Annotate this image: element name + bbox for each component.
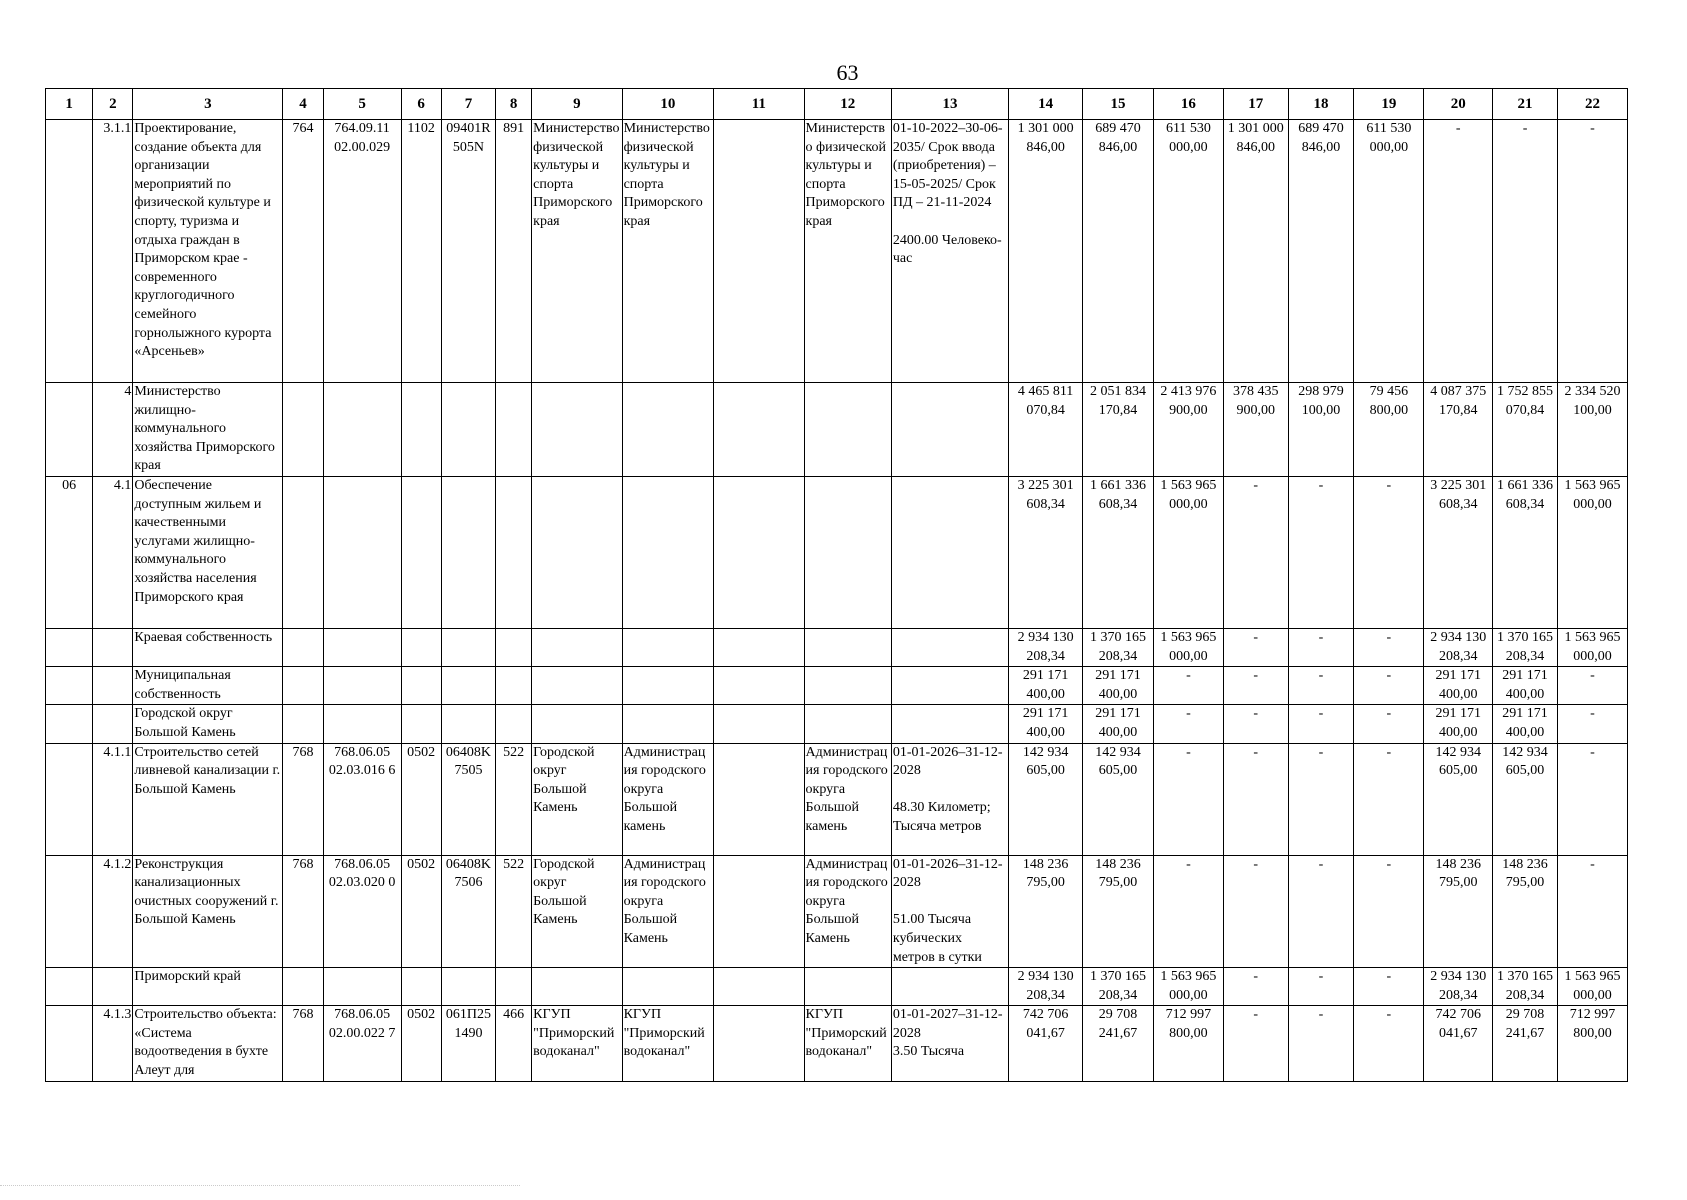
table-cell-col-11 bbox=[714, 383, 804, 477]
table-cell-col-6: 0502 bbox=[401, 743, 441, 855]
table-cell-col-5 bbox=[323, 705, 401, 743]
table-cell-col-1 bbox=[46, 120, 93, 383]
table-cell-col-8 bbox=[496, 628, 532, 666]
table-cell-col-18: - bbox=[1288, 705, 1354, 743]
table-cell-col-19: - bbox=[1354, 1006, 1424, 1082]
table-cell-col-8 bbox=[496, 667, 532, 705]
col-header-7: 7 bbox=[441, 89, 495, 120]
table-cell-col-19: 611 530 000,00 bbox=[1354, 120, 1424, 383]
table-cell-col-18: 689 470 846,00 bbox=[1288, 120, 1354, 383]
table-cell-col-21: 291 171 400,00 bbox=[1493, 705, 1558, 743]
table-cell-col-3: Строительство сетей ливневой канализации г. Большой Камень bbox=[133, 743, 283, 855]
table-cell-col-15: 1 370 165 208,34 bbox=[1083, 968, 1154, 1006]
table-cell-col-1 bbox=[46, 383, 93, 477]
col-header-20: 20 bbox=[1424, 89, 1493, 120]
table-cell-col-6 bbox=[401, 705, 441, 743]
table-cell-col-3: Министерство жилищно-коммунального хозяйства Приморского края bbox=[133, 383, 283, 477]
table-cell-col-20: 2 934 130 208,34 bbox=[1424, 968, 1493, 1006]
table-cell-col-17: - bbox=[1223, 855, 1288, 968]
table-cell-col-15: 689 470 846,00 bbox=[1083, 120, 1154, 383]
table-cell-col-12 bbox=[804, 628, 891, 666]
table-cell-col-12 bbox=[804, 476, 891, 628]
table-cell-col-19: - bbox=[1354, 743, 1424, 855]
table-cell-col-19: - bbox=[1354, 705, 1424, 743]
table-row bbox=[46, 1006, 1628, 1082]
table-cell-col-19: - bbox=[1354, 968, 1424, 1006]
table-cell-col-21: 1 370 165 208,34 bbox=[1493, 968, 1558, 1006]
table-cell-col-13 bbox=[891, 628, 1008, 666]
table-cell-col-10 bbox=[622, 705, 713, 743]
table-cell-col-4 bbox=[283, 628, 323, 666]
scan-artifact-line bbox=[0, 1185, 520, 1190]
table-cell-col-18: - bbox=[1288, 667, 1354, 705]
col-header-1: 1 bbox=[46, 89, 93, 120]
table-cell-col-9 bbox=[532, 705, 622, 743]
table-cell-col-9: Министерство физической культуры и спорта Приморского края bbox=[532, 120, 622, 383]
table-cell-col-5 bbox=[323, 383, 401, 477]
table-cell-col-22: - bbox=[1557, 743, 1627, 855]
table-cell-col-9: Городской округ Большой Камень bbox=[532, 743, 622, 855]
table-cell-col-11 bbox=[714, 1006, 804, 1082]
table-cell-col-4 bbox=[283, 968, 323, 1006]
table-cell-col-5: 768.06.05 02.03.016 6 bbox=[323, 743, 401, 855]
table-cell-col-13 bbox=[891, 476, 1008, 628]
table-row bbox=[46, 476, 1628, 628]
table-cell-col-10 bbox=[622, 667, 713, 705]
table-cell-col-7: 06408K 7506 bbox=[441, 855, 495, 968]
table-cell-col-1 bbox=[46, 855, 93, 968]
table-cell-col-19: - bbox=[1354, 628, 1424, 666]
table-cell-col-16: - bbox=[1153, 667, 1223, 705]
table-cell-col-5 bbox=[323, 667, 401, 705]
table-cell-col-6 bbox=[401, 667, 441, 705]
table-cell-col-8 bbox=[496, 705, 532, 743]
table-cell-col-14: 742 706 041,67 bbox=[1009, 1006, 1083, 1082]
table-cell-col-8: 522 bbox=[496, 855, 532, 968]
table-cell-col-14: 291 171 400,00 bbox=[1009, 667, 1083, 705]
table-cell-col-4 bbox=[283, 383, 323, 477]
table-cell-col-9 bbox=[532, 667, 622, 705]
table-cell-col-11 bbox=[714, 968, 804, 1006]
table-cell-col-2: 3.1.1 bbox=[93, 120, 133, 383]
table-cell-col-22: 1 563 965 000,00 bbox=[1557, 968, 1627, 1006]
table-cell-col-21: 29 708 241,67 bbox=[1493, 1006, 1558, 1082]
table-row bbox=[46, 120, 1628, 383]
table-row bbox=[46, 628, 1628, 666]
table-cell-col-11 bbox=[714, 628, 804, 666]
table-cell-col-21: 291 171 400,00 bbox=[1493, 667, 1558, 705]
table-cell-col-17: - bbox=[1223, 968, 1288, 1006]
table-cell-col-17: - bbox=[1223, 705, 1288, 743]
table-row bbox=[46, 383, 1628, 477]
table-cell-col-15: 148 236 795,00 bbox=[1083, 855, 1154, 968]
table-cell-col-21: 148 236 795,00 bbox=[1493, 855, 1558, 968]
table-cell-col-1 bbox=[46, 667, 93, 705]
table-cell-col-11 bbox=[714, 855, 804, 968]
table-cell-col-8: 466 bbox=[496, 1006, 532, 1082]
table-cell-col-22: - bbox=[1557, 667, 1627, 705]
table-cell-col-20: 291 171 400,00 bbox=[1424, 705, 1493, 743]
col-header-22: 22 bbox=[1557, 89, 1627, 120]
table-cell-col-18: - bbox=[1288, 743, 1354, 855]
table-cell-col-16: 1 563 965 000,00 bbox=[1153, 628, 1223, 666]
table-cell-col-2 bbox=[93, 705, 133, 743]
table-cell-col-7 bbox=[441, 968, 495, 1006]
table-cell-col-1 bbox=[46, 968, 93, 1006]
table-cell-col-3: Городской округ Большой Камень bbox=[133, 705, 283, 743]
table-cell-col-14: 291 171 400,00 bbox=[1009, 705, 1083, 743]
table-cell-col-13: 01-10-2022–30-06-2035/ Срок ввода (приобретения) – 15-05-2025/ Срок ПД – 21-11-2024 2400.00 Человеко-час bbox=[891, 120, 1008, 383]
table-cell-col-9 bbox=[532, 383, 622, 477]
table-cell-col-2: 4.1.2 bbox=[93, 855, 133, 968]
table-cell-col-3: Строительство объекта: «Система водоотведения в бухте Алеут для bbox=[133, 1006, 283, 1082]
table-cell-col-12: Министерство физической культуры и спорта Приморского края bbox=[804, 120, 891, 383]
table-cell-col-9 bbox=[532, 476, 622, 628]
table-cell-col-16: - bbox=[1153, 743, 1223, 855]
table-cell-col-8: 891 bbox=[496, 120, 532, 383]
table-cell-col-20: 742 706 041,67 bbox=[1424, 1006, 1493, 1082]
table-cell-col-11 bbox=[714, 667, 804, 705]
table-cell-col-4: 768 bbox=[283, 855, 323, 968]
table-cell-col-7 bbox=[441, 383, 495, 477]
table-cell-col-16: 2 413 976 900,00 bbox=[1153, 383, 1223, 477]
table-cell-col-14: 148 236 795,00 bbox=[1009, 855, 1083, 968]
table-cell-col-11 bbox=[714, 743, 804, 855]
col-header-11: 11 bbox=[714, 89, 804, 120]
table-cell-col-13 bbox=[891, 667, 1008, 705]
table-cell-col-10: Администрация городского округа Большой камень bbox=[622, 743, 713, 855]
table-cell-col-20: 291 171 400,00 bbox=[1424, 667, 1493, 705]
table-cell-col-9 bbox=[532, 968, 622, 1006]
table-cell-col-3: Муниципальная собственность bbox=[133, 667, 283, 705]
table-cell-col-18: - bbox=[1288, 628, 1354, 666]
table-cell-col-11 bbox=[714, 705, 804, 743]
table-cell-col-4: 768 bbox=[283, 1006, 323, 1082]
table-cell-col-6 bbox=[401, 968, 441, 1006]
table-cell-col-18: - bbox=[1288, 476, 1354, 628]
budget-table bbox=[45, 88, 1628, 1082]
table-cell-col-10: Администрация городского округа Большой Камень bbox=[622, 855, 713, 968]
table-cell-col-20: 148 236 795,00 bbox=[1424, 855, 1493, 968]
table-cell-col-21: 1 752 855 070,84 bbox=[1493, 383, 1558, 477]
table-cell-col-2: 4.1.1 bbox=[93, 743, 133, 855]
col-header-19: 19 bbox=[1354, 89, 1424, 120]
table-cell-col-18: 298 979 100,00 bbox=[1288, 383, 1354, 477]
col-header-6: 6 bbox=[401, 89, 441, 120]
table-cell-col-20: 2 934 130 208,34 bbox=[1424, 628, 1493, 666]
table-row bbox=[46, 667, 1628, 705]
table-cell-col-7 bbox=[441, 476, 495, 628]
table-body bbox=[46, 120, 1628, 1082]
table-cell-col-10: Министерство физической культуры и спорта Приморского края bbox=[622, 120, 713, 383]
table-cell-col-14: 2 934 130 208,34 bbox=[1009, 628, 1083, 666]
table-cell-col-20: 142 934 605,00 bbox=[1424, 743, 1493, 855]
table-cell-col-1 bbox=[46, 1006, 93, 1082]
table-cell-col-12 bbox=[804, 667, 891, 705]
table-cell-col-2: 4.1 bbox=[93, 476, 133, 628]
table-cell-col-9: КГУП "Приморский водоканал" bbox=[532, 1006, 622, 1082]
table-cell-col-13: 01-01-2026–31-12-2028 51.00 Тысяча кубических метров в сутки bbox=[891, 855, 1008, 968]
page-number: 63 bbox=[836, 60, 859, 85]
table-row bbox=[46, 855, 1628, 968]
table-cell-col-1: 06 bbox=[46, 476, 93, 628]
table-cell-col-9: Городской округ Большой Камень bbox=[532, 855, 622, 968]
col-header-14: 14 bbox=[1009, 89, 1083, 120]
col-header-16: 16 bbox=[1153, 89, 1223, 120]
table-cell-col-5: 768.06.05 02.00.022 7 bbox=[323, 1006, 401, 1082]
table-cell-col-12: КГУП "Приморский водоканал" bbox=[804, 1006, 891, 1082]
table-cell-col-21: - bbox=[1493, 120, 1558, 383]
table-cell-col-7 bbox=[441, 667, 495, 705]
table-cell-col-14: 2 934 130 208,34 bbox=[1009, 968, 1083, 1006]
col-header-8: 8 bbox=[496, 89, 532, 120]
table-cell-col-12 bbox=[804, 968, 891, 1006]
table-cell-col-14: 142 934 605,00 bbox=[1009, 743, 1083, 855]
table-cell-col-12 bbox=[804, 383, 891, 477]
col-header-15: 15 bbox=[1083, 89, 1154, 120]
table-cell-col-6: 0502 bbox=[401, 855, 441, 968]
table-cell-col-1 bbox=[46, 705, 93, 743]
table-cell-col-17: - bbox=[1223, 628, 1288, 666]
table-cell-col-8 bbox=[496, 968, 532, 1006]
table-cell-col-7 bbox=[441, 705, 495, 743]
table-cell-col-15: 291 171 400,00 bbox=[1083, 705, 1154, 743]
table-cell-col-2 bbox=[93, 628, 133, 666]
table-cell-col-15: 1 370 165 208,34 bbox=[1083, 628, 1154, 666]
table-cell-col-17: 378 435 900,00 bbox=[1223, 383, 1288, 477]
table-cell-col-17: - bbox=[1223, 1006, 1288, 1082]
table-cell-col-15: 29 708 241,67 bbox=[1083, 1006, 1154, 1082]
table-cell-col-19: - bbox=[1354, 667, 1424, 705]
table-cell-col-22: - bbox=[1557, 855, 1627, 968]
table-cell-col-16: - bbox=[1153, 705, 1223, 743]
table-row bbox=[46, 705, 1628, 743]
table-cell-col-10 bbox=[622, 476, 713, 628]
col-header-9: 9 bbox=[532, 89, 622, 120]
table-cell-col-12 bbox=[804, 705, 891, 743]
table-cell-col-9 bbox=[532, 628, 622, 666]
table-cell-col-8 bbox=[496, 383, 532, 477]
table-cell-col-4 bbox=[283, 667, 323, 705]
table-cell-col-8: 522 bbox=[496, 743, 532, 855]
table-cell-col-5 bbox=[323, 628, 401, 666]
header-row bbox=[46, 89, 1628, 120]
col-header-5: 5 bbox=[323, 89, 401, 120]
table-cell-col-22: 712 997 800,00 bbox=[1557, 1006, 1627, 1082]
table-cell-col-4 bbox=[283, 705, 323, 743]
table-cell-col-6 bbox=[401, 628, 441, 666]
table-cell-col-17: - bbox=[1223, 743, 1288, 855]
table-cell-col-22: 1 563 965 000,00 bbox=[1557, 476, 1627, 628]
col-header-17: 17 bbox=[1223, 89, 1288, 120]
table-cell-col-13: 01-01-2026–31-12-2028 48.30 Километр; Тысяча метров bbox=[891, 743, 1008, 855]
table-cell-col-14: 3 225 301 608,34 bbox=[1009, 476, 1083, 628]
table-cell-col-4: 764 bbox=[283, 120, 323, 383]
table-cell-col-7 bbox=[441, 628, 495, 666]
table-cell-col-10 bbox=[622, 628, 713, 666]
table-cell-col-4 bbox=[283, 476, 323, 628]
table-cell-col-1 bbox=[46, 743, 93, 855]
table-cell-col-3: Реконструкция канализационных очистных сооружений г. Большой Камень bbox=[133, 855, 283, 968]
table-cell-col-13 bbox=[891, 968, 1008, 1006]
table-cell-col-16: 1 563 965 000,00 bbox=[1153, 968, 1223, 1006]
table-cell-col-4: 768 bbox=[283, 743, 323, 855]
table-cell-col-3: Приморский край bbox=[133, 968, 283, 1006]
table-cell-col-6: 0502 bbox=[401, 1006, 441, 1082]
table-cell-col-22: - bbox=[1557, 705, 1627, 743]
table-cell-col-15: 291 171 400,00 bbox=[1083, 667, 1154, 705]
table-cell-col-18: - bbox=[1288, 1006, 1354, 1082]
table-cell-col-15: 2 051 834 170,84 bbox=[1083, 383, 1154, 477]
table-cell-col-1 bbox=[46, 628, 93, 666]
table-cell-col-8 bbox=[496, 476, 532, 628]
table-cell-col-6 bbox=[401, 383, 441, 477]
table-cell-col-17: 1 301 000 846,00 bbox=[1223, 120, 1288, 383]
table-cell-col-16: 611 530 000,00 bbox=[1153, 120, 1223, 383]
table-cell-col-22: 2 334 520 100,00 bbox=[1557, 383, 1627, 477]
table-cell-col-21: 1 661 336 608,34 bbox=[1493, 476, 1558, 628]
table-cell-col-3: Проектирование, создание объекта для организации мероприятий по физической культуре и спорту, туризма и отдыха граждан в Приморском крае - современного круглогодичного семейного горнолыжного курорта «Арсеньев» bbox=[133, 120, 283, 383]
col-header-18: 18 bbox=[1288, 89, 1354, 120]
table-cell-col-13 bbox=[891, 383, 1008, 477]
table-cell-col-15: 1 661 336 608,34 bbox=[1083, 476, 1154, 628]
table-cell-col-11 bbox=[714, 120, 804, 383]
table-cell-col-16: 712 997 800,00 bbox=[1153, 1006, 1223, 1082]
table-cell-col-13 bbox=[891, 705, 1008, 743]
col-header-3: 3 bbox=[133, 89, 283, 120]
table-cell-col-21: 1 370 165 208,34 bbox=[1493, 628, 1558, 666]
table-row bbox=[46, 743, 1628, 855]
col-header-21: 21 bbox=[1493, 89, 1558, 120]
table-cell-col-7: 061П25 1490 bbox=[441, 1006, 495, 1082]
table-cell-col-10 bbox=[622, 383, 713, 477]
table-cell-col-18: - bbox=[1288, 855, 1354, 968]
table-cell-col-12: Администрация городского округа Большой Камень bbox=[804, 855, 891, 968]
col-header-4: 4 bbox=[283, 89, 323, 120]
table-cell-col-15: 142 934 605,00 bbox=[1083, 743, 1154, 855]
table-cell-col-2: 4.1.3 bbox=[93, 1006, 133, 1082]
table-cell-col-14: 4 465 811 070,84 bbox=[1009, 383, 1083, 477]
table-cell-col-20: 4 087 375 170,84 bbox=[1424, 383, 1493, 477]
table-cell-col-22: - bbox=[1557, 120, 1627, 383]
table-cell-col-2 bbox=[93, 667, 133, 705]
table-cell-col-16: - bbox=[1153, 855, 1223, 968]
table-cell-col-21: 142 934 605,00 bbox=[1493, 743, 1558, 855]
table-cell-col-10 bbox=[622, 968, 713, 1006]
table-cell-col-5: 764.09.11 02.00.029 bbox=[323, 120, 401, 383]
table-cell-col-2 bbox=[93, 968, 133, 1006]
table-cell-col-19: 79 456 800,00 bbox=[1354, 383, 1424, 477]
col-header-10: 10 bbox=[622, 89, 713, 120]
table-cell-col-5 bbox=[323, 476, 401, 628]
table-cell-col-16: 1 563 965 000,00 bbox=[1153, 476, 1223, 628]
col-header-13: 13 bbox=[891, 89, 1008, 120]
table-cell-col-17: - bbox=[1223, 667, 1288, 705]
table-cell-col-18: - bbox=[1288, 968, 1354, 1006]
col-header-12: 12 bbox=[804, 89, 891, 120]
table-cell-col-5: 768.06.05 02.03.020 0 bbox=[323, 855, 401, 968]
col-header-2: 2 bbox=[93, 89, 133, 120]
table-cell-col-11 bbox=[714, 476, 804, 628]
table-cell-col-12: Администрация городского округа Большой камень bbox=[804, 743, 891, 855]
table-cell-col-3: Краевая собственность bbox=[133, 628, 283, 666]
table-cell-col-7: 09401R 505N bbox=[441, 120, 495, 383]
table-cell-col-19: - bbox=[1354, 476, 1424, 628]
table-row bbox=[46, 968, 1628, 1006]
table-cell-col-6: 1102 bbox=[401, 120, 441, 383]
table-cell-col-14: 1 301 000 846,00 bbox=[1009, 120, 1083, 383]
table-cell-col-2: 4 bbox=[93, 383, 133, 477]
table-cell-col-6 bbox=[401, 476, 441, 628]
table-cell-col-5 bbox=[323, 968, 401, 1006]
table-cell-col-7: 06408K 7505 bbox=[441, 743, 495, 855]
table-cell-col-10: КГУП "Приморский водоканал" bbox=[622, 1006, 713, 1082]
table-cell-col-3: Обеспечение доступным жильем и качественными услугами жилищно-коммунального хозяйства населения Приморского края bbox=[133, 476, 283, 628]
table-cell-col-19: - bbox=[1354, 855, 1424, 968]
table-cell-col-22: 1 563 965 000,00 bbox=[1557, 628, 1627, 666]
table-cell-col-20: - bbox=[1424, 120, 1493, 383]
table-cell-col-17: - bbox=[1223, 476, 1288, 628]
table-cell-col-20: 3 225 301 608,34 bbox=[1424, 476, 1493, 628]
table-cell-col-13: 01-01-2027–31-12-2028 3.50 Тысяча bbox=[891, 1006, 1008, 1082]
